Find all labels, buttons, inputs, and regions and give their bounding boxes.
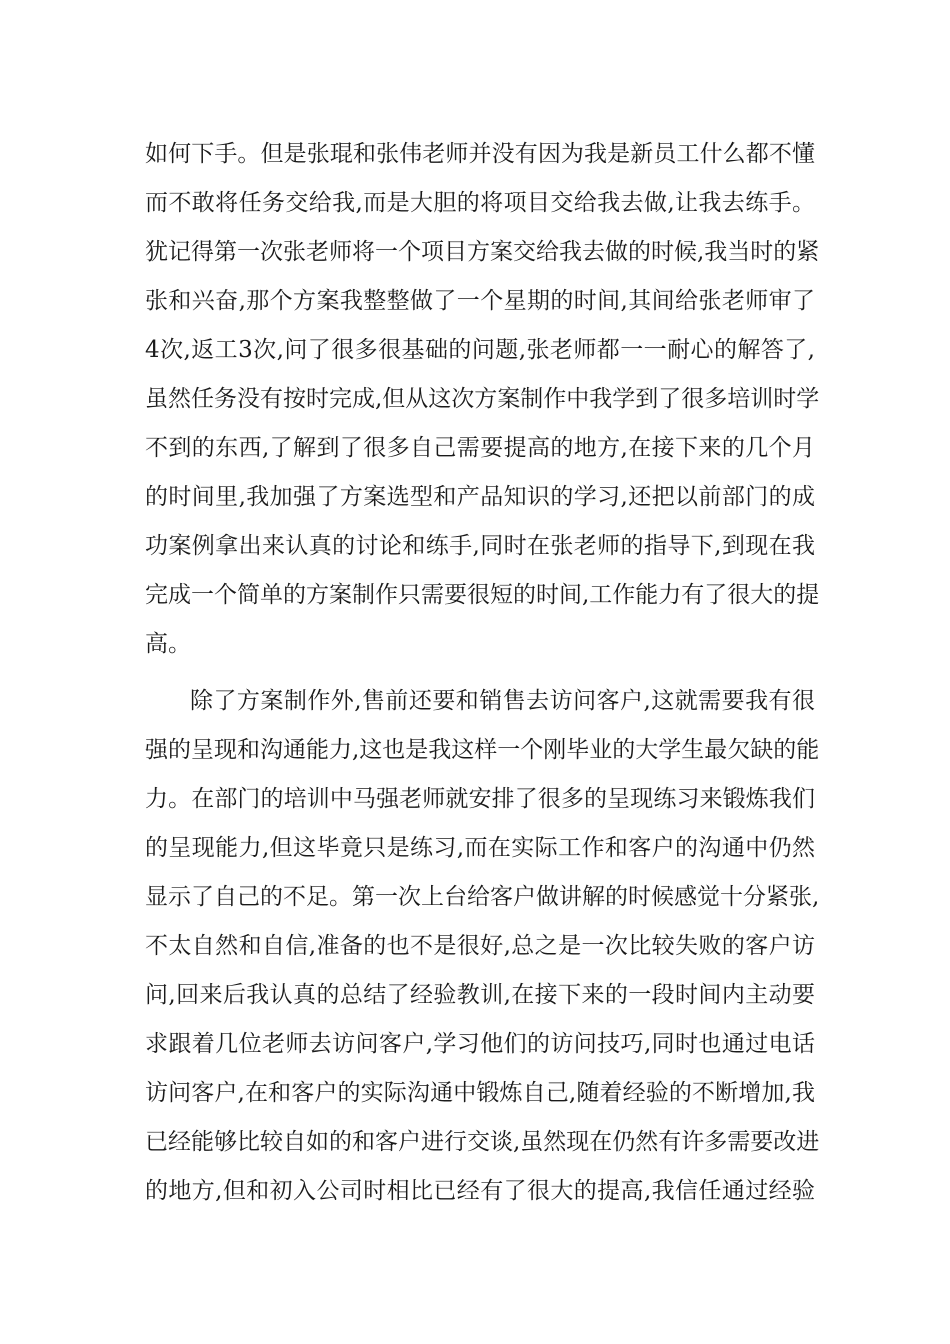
paragraph-line: 的呈现能力,但这毕竟只是练习,而在实际工作和客户的沟通中仍然 [145,835,815,861]
paragraph-line: 虽然任务没有按时完成,但从这次方案制作中我学到了很多培训时学 [145,386,820,412]
paragraph-line: 而不敢将任务交给我,而是大胆的将项目交给我去做,让我去练手。 [145,190,815,216]
paragraph-line: 的时间里,我加强了方案选型和产品知识的学习,还把以前部门的成 [145,484,815,510]
paragraph-line: 强的呈现和沟通能力,这也是我这样一个刚毕业的大学生最欠缺的能 [145,737,820,763]
paragraph-line: 访问客户,在和客户的实际沟通中锻炼自己,随着经验的不断增加,我 [145,1080,815,1106]
paragraph-line: 4次,返工3次,问了很多很基础的问题,张老师都一一耐心的解答了, [145,337,815,363]
paragraph-line: 功案例拿出来认真的讨论和练手,同时在张老师的指导下,到现在我 [145,533,815,559]
paragraph-line: 不到的东西,了解到了很多自己需要提高的地方,在接下来的几个月 [145,435,815,461]
paragraph-line: 不太自然和自信,准备的也不是很好,总之是一次比较失败的客户访 [145,933,815,959]
paragraph-line: 问,回来后我认真的总结了经验教训,在接下来的一段时间内主动要 [145,982,815,1008]
paragraph-line: 求跟着几位老师去访问客户,学习他们的访问技巧,同时也通过电话 [145,1031,815,1057]
paragraph-line: 张和兴奋,那个方案我整整做了一个星期的时间,其间给张老师审了 [145,288,815,314]
paragraph-line: 显示了自己的不足。第一次上台给客户做讲解的时候感觉十分紧张, [145,884,820,910]
paragraph-line: 除了方案制作外,售前还要和销售去访问客户,这就需要我有很 [190,688,815,714]
paragraph-line: 完成一个简单的方案制作只需要很短的时间,工作能力有了很大的提 [145,582,820,608]
paragraph-line: 犹记得第一次张老师将一个项目方案交给我去做的时候,我当时的紧 [145,239,820,265]
paragraph-line: 力。在部门的培训中马强老师就安排了很多的呈现练习来锻炼我们 [145,786,815,812]
paragraph-line: 如何下手。但是张琨和张伟老师并没有因为我是新员工什么都不懂 [145,141,815,167]
paragraph-line: 的地方,但和初入公司时相比已经有了很大的提高,我信任通过经验 [145,1178,815,1204]
paragraph-line: 已经能够比较自如的和客户进行交谈,虽然现在仍然有许多需要改进 [145,1129,820,1155]
paragraph-line: 高。 [145,631,191,657]
